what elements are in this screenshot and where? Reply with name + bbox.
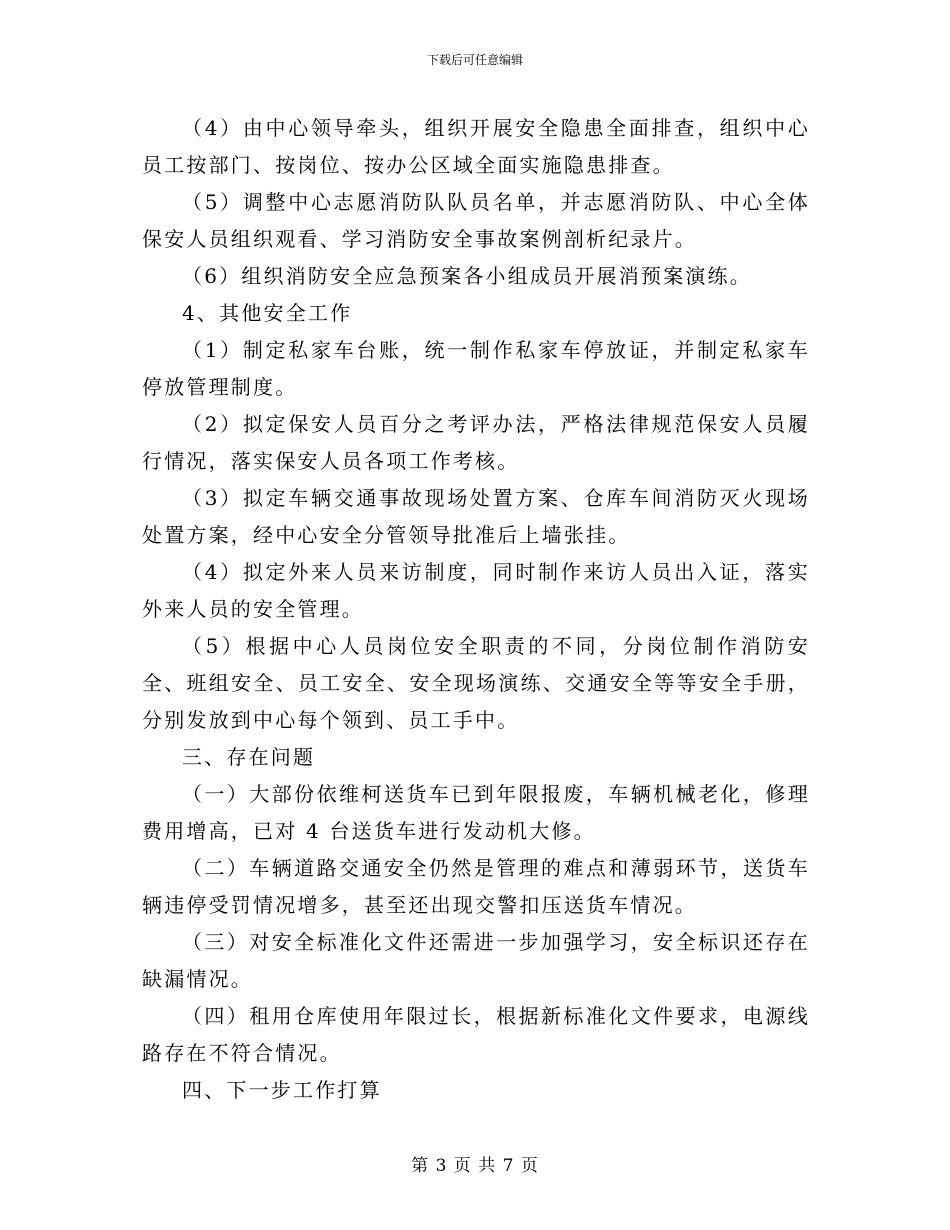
paragraph: （一）大部份依维柯送货车已到年限报废，车辆机械老化，修理费用增高，已对 4 台送货车进行发动机大修。 — [142, 782, 810, 843]
paragraph: （4）由中心领导牵头，组织开展安全隐患全面排查，组织中心员工按部门、按岗位、按办公区域全面实施隐患排查。 — [142, 116, 810, 177]
header-text: 下载后可任意编辑 — [426, 53, 523, 67]
paragraph: （5）根据中心人员岗位安全职责的不同，分岗位制作消防安全、班组安全、员工安全、安全现场演练、交通安全等等安全手册，分别发放到中心每个领到、员工手中。 — [142, 634, 810, 732]
footer-prefix: 第 — [411, 1156, 430, 1176]
document-body — [142, 110, 810, 1109]
footer-middle: 页 共 — [453, 1156, 497, 1176]
paragraph: （5）调整中心志愿消防队队员名单，并志愿消防队、中心全体保安人员组织观看、学习消防安全事故案例剖析纪录片。 — [142, 190, 810, 251]
footer-suffix: 页 — [520, 1156, 539, 1176]
paragraph: （二）车辆道路交通安全仍然是管理的难点和薄弱环节，送货车辆违停受罚情况增多，甚至还出现交警扣压送货车情况。 — [142, 856, 810, 917]
section-heading: 4、其他安全工作 — [182, 301, 353, 325]
current-page-number: 3 — [435, 1156, 448, 1176]
page-footer — [0, 1155, 950, 1177]
paragraph: （2）拟定保安人员百分之考评办法，严格法律规范保安人员履行情况，落实保安人员各项工作考核。 — [142, 412, 810, 473]
paragraph: （4）拟定外来人员来访制度，同时制作来访人员出入证，落实外来人员的安全管理。 — [142, 560, 810, 621]
total-pages-number: 7 — [502, 1156, 515, 1176]
paragraph: （3）拟定车辆交通事故现场处置方案、仓库车间消防灭火现场处置方案，经中心安全分管领导批准后上墙张挂。 — [142, 486, 810, 547]
paragraph: （1）制定私家车台账，统一制作私家车停放证，并制定私家车停放管理制度。 — [142, 338, 810, 399]
paragraph: （四）租用仓库使用年限过长，根据新标准化文件要求，电源线路存在不符合情况。 — [142, 1004, 810, 1065]
page-header — [0, 52, 950, 68]
paragraph: （三）对安全标准化文件还需进一步加强学习，安全标识还存在缺漏情况。 — [142, 930, 810, 991]
paragraph: （6）组织消防安全应急预案各小组成员开展消预案演练。 — [182, 264, 752, 288]
section-heading: 三、存在问题 — [182, 745, 316, 769]
section-heading: 四、下一步工作打算 — [182, 1078, 382, 1102]
